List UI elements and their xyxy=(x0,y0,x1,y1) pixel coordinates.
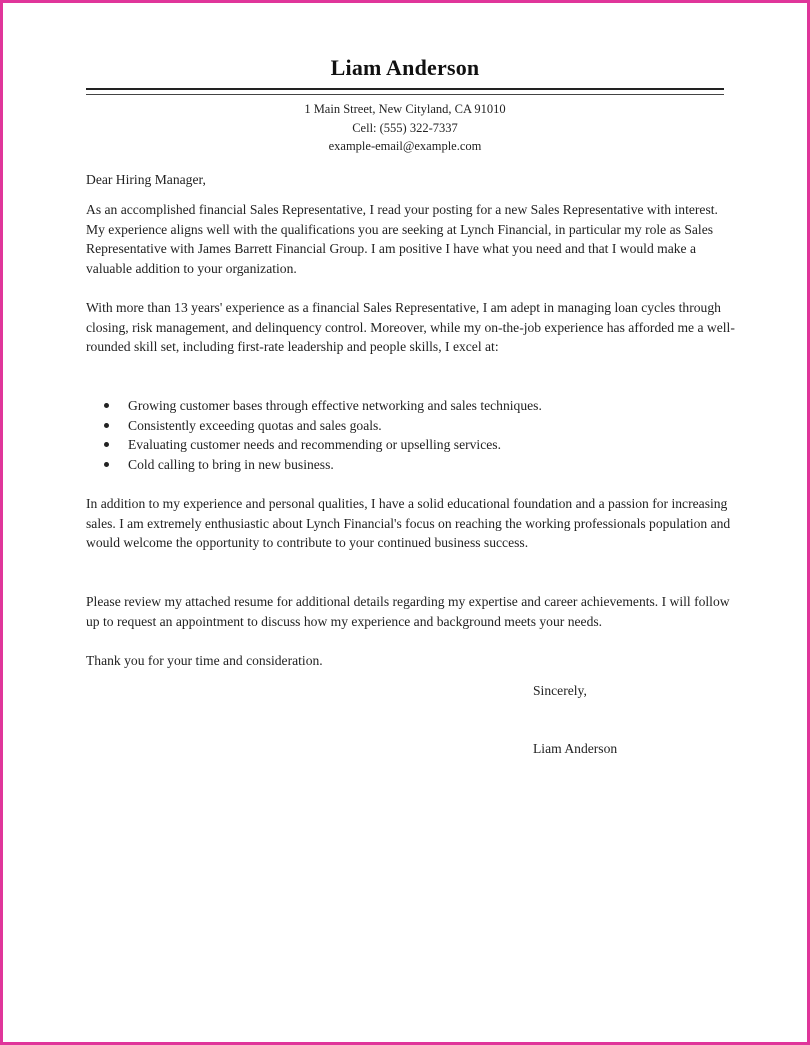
contact-address: 1 Main Street, New Cityland, CA 91010 xyxy=(304,102,506,116)
letter-paragraph-1: As an accomplished financial Sales Representative, I read your posting for a new Sales Representative with interest. My experience aligns well with the qualifications you are seeking at Lynch Financial, in particular my role as Sales Representative with James Barrett Financial Group. I am positive I have what you need and that I would make a valuable addition to your organization. xyxy=(86,202,718,276)
header-rule-thin xyxy=(86,94,724,95)
letter-paragraph-5: Thank you for your time and consideration. xyxy=(86,653,323,668)
list-item xyxy=(104,455,724,475)
bullet-text: Consistently exceeding quotas and sales goals. xyxy=(128,417,382,433)
bullet-text: Cold calling to bring in new business. xyxy=(128,456,334,472)
header-rule-thick xyxy=(86,88,724,90)
letter-paragraph-2: With more than 13 years' experience as a financial Sales Representative, I am adept in managing loan cycles through closing, risk management, and delinquency control. Moreover, while my on-the-job experience has afforded me a well-rounded skill set, including first-rate leadership and people skills, I excel at: xyxy=(86,300,735,354)
contact-email: example-email@example.com xyxy=(328,139,482,153)
bullet-dot-icon xyxy=(104,462,109,467)
letter-greeting: Dear Hiring Manager, xyxy=(86,172,206,187)
letter-paragraph-3: In addition to my experience and personal qualities, I have a solid educational foundation and a passion for increasing sales. I am extremely enthusiastic about Lynch Financial's focus on reaching the working professionals population and would welcome the opportunity to contribute to your continued business success. xyxy=(86,496,731,550)
list-item xyxy=(104,396,724,416)
list-item xyxy=(104,435,724,455)
letter-signature: Liam Anderson xyxy=(533,741,618,756)
bullet-dot-icon xyxy=(104,442,109,447)
bullet-text: Evaluating customer needs and recommending or upselling services. xyxy=(128,437,501,452)
list-item xyxy=(104,416,724,436)
bullet-text: Growing customer bases through effective networking and sales techniques. xyxy=(128,398,542,413)
letter-closing: Sincerely, xyxy=(533,683,587,698)
contact-cell: Cell: (555) 322-7337 xyxy=(352,121,458,135)
bullet-dot-icon xyxy=(104,403,109,408)
skills-bullet-list xyxy=(104,396,724,474)
letter-paragraph-4: Please review my attached resume for additional details regarding my expertise and career achievements. I will follow up to request an appointment to discuss how my experience and background meets your needs. xyxy=(86,594,730,629)
bullet-dot-icon xyxy=(104,423,109,428)
applicant-name-heading: Liam Anderson xyxy=(330,55,480,80)
